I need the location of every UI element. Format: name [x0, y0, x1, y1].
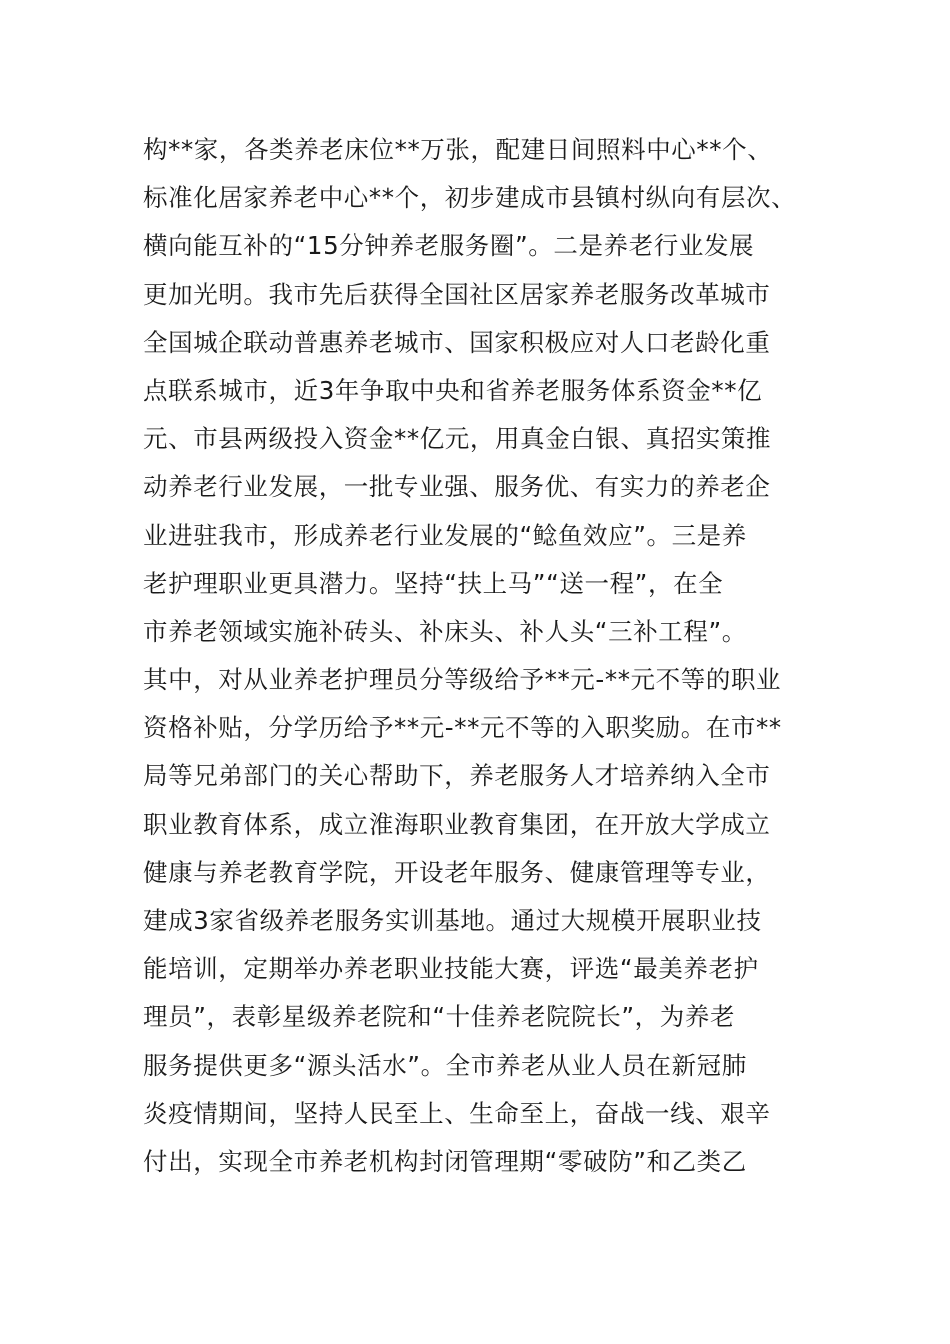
text-line: 更加光明。我市先后获得全国社区居家养老服务改革城市 [143, 279, 771, 309]
text-line: 资格补贴，分学历给予**元-**元不等的入职奖励。在市** [143, 713, 782, 743]
text-line: 老护理职业更具潜力。坚持“扶上马”“送一程”，在全 [143, 568, 724, 598]
text-line: 健康与养老教育学院，开设老年服务、健康管理等专业， [143, 857, 771, 887]
text-line: 服务提供更多“源头活水”。全市养老从业人员在新冠肺 [143, 1050, 747, 1080]
text-line: 局等兄弟部门的关心帮助下，养老服务人才培养纳入全市 [143, 761, 771, 791]
text-line: 元、市县两级投入资金**亿元，用真金白银、真招实策推 [143, 424, 772, 454]
text-line: 点联系城市，近3年争取中央和省养老服务体系资金**亿 [143, 375, 763, 405]
text-line: 全国城企联动普惠养老城市、国家积极应对人口老龄化重 [143, 327, 771, 357]
text-line: 职业教育体系，成立淮海职业教育集团，在开放大学成立 [143, 809, 771, 839]
text-line: 理员”，表彰星级养老院和“十佳养老院院长”，为养老 [143, 1002, 736, 1032]
body-paragraph [143, 126, 843, 1186]
text-line: 建成3家省级养老服务实训基地。通过大规模开展职业技 [143, 906, 762, 935]
text-line: 能培训，定期举办养老职业技能大赛，评选“最美养老护 [143, 954, 759, 984]
text-line: 付出，实现全市养老机构封闭管理期“零破防”和乙类乙 [143, 1146, 747, 1176]
text-line: 市养老领域实施补砖头、补床头、补人头“三补工程”。 [143, 616, 747, 646]
text-line: 业进驻我市，形成养老行业发展的“鲶鱼效应”。三是养 [143, 520, 747, 550]
text-line: 标准化居家养老中心**个，初步建成市县镇村纵向有层次、 [143, 183, 797, 213]
text-line: 动养老行业发展，一批专业强、服务优、有实力的养老企 [143, 472, 771, 502]
text-line: 构**家，各类养老床位**万张，配建日间照料中心**个、 [143, 135, 773, 164]
text-line: 其中，对从业养老护理员分等级给予**元-**元不等的职业 [143, 665, 782, 695]
text-line: 横向能互补的“15分钟养老服务圈”。二是养老行业发展 [143, 231, 755, 261]
text-line: 炎疫情期间，坚持人民至上、生命至上，奋战一线、艰辛 [143, 1098, 771, 1128]
